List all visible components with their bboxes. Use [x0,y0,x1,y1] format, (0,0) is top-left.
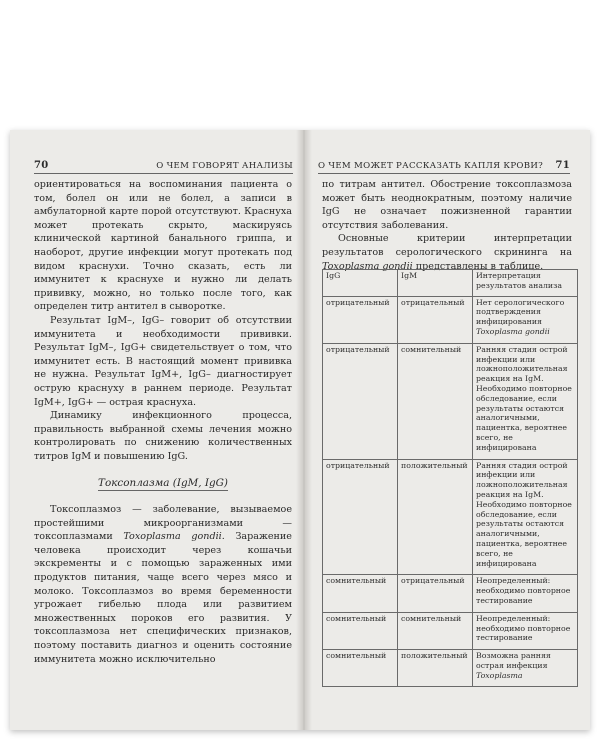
right-running-head-title: О ЧЕМ МОЖЕТ РАССКАЗАТЬ КАПЛЯ КРОВИ? [318,161,544,171]
left-running-head [34,157,293,174]
cell-igm: сомнительный [398,612,473,649]
left-page [10,130,297,730]
paragraph: ориентироваться на воспоминания пациента о том, болел он или не болел, а записи в амбулаторной карте порой отсутствуют. Краснуха может протекать скрыто, маскируясь клинической картиной банального гриппа, и наоборот, другие инфекции могут протекать под видом краснухи. Точно сказать, есть ли иммунитет к краснухе и нужно ли делать прививку, можно, но только после того, как определен титр антител в сыворотке. [34,179,292,313]
cell-igm: отрицательный [398,575,473,612]
cell-igg: сомнительный [323,575,398,612]
table-row [323,459,578,575]
section-title-text: Токсоплазма (IgM, IgG) [98,477,228,490]
cell-interpretation: Неопределенный: необходимо повторное тестирование [473,612,578,649]
cell-igg: отрицательный [323,296,398,343]
cell-interpretation: Нет серологического подтверждения инфицирования Toxoplasma gondii [473,296,578,343]
cell-igm: положительный [398,459,473,575]
cell-interpretation: Ранняя стадия острой инфекции или ложноположительная реакция на IgM. Необходимо повторное обследование, если результаты остаются аналогичными, пациентка, вероятнее всего, не инфицирована [473,459,578,575]
right-page-number: 71 [555,160,570,171]
table-row [323,296,578,343]
cell-interpretation: Возможна ранняя острая инфекция Toxoplasma [473,650,578,687]
left-body-text [34,178,292,666]
book-gutter [296,130,312,730]
paragraph: Динамику инфекционного процесса, правильность выбранной схемы лечения можно контролировать по снижению количественных титров IgM и повышению IgG. [34,410,292,462]
table-row [323,343,578,459]
paragraph-toxoplasmosis: Токсоплазмоз — заболевание, вызываемое простейшими микроорганизмами — токсоплазмами Toxoplasma gondii. Заражение человека происходит через кошачьи экскременты и с помощью зараженных ими продуктов питания, чаще всего через мясо и молоко. Токсоплазмоз во время беременности угрожает гибелью плода или развитием множественных пороков его развития. У токсоплазмоза нет специфических признаков, поэтому поставить диагноз и оценить состояние иммунитета можно исключительно [34,504,292,665]
right-running-head [318,157,570,174]
table-header-interpretation: Интерпретация результатов анализа [473,270,578,297]
cell-igg: отрицательный [323,343,398,459]
interpretation-table [322,269,578,687]
cell-igg: сомнительный [323,650,398,687]
right-body-text [322,178,572,273]
table-header-igg: IgG [323,270,398,297]
left-running-head-title: О ЧЕМ ГОВОРЯТ АНАЛИЗЫ [156,161,293,171]
table-row [323,575,578,612]
cell-igm: отрицательный [398,296,473,343]
table-row [323,612,578,649]
cell-interpretation: Ранняя стадия острой инфекции или ложноположительная реакция на IgM. Необходимо повторное обследование, если результаты остаются аналогичными, пациентка, вероятнее всего, не инфицирована [473,343,578,459]
cell-igm: сомнительный [398,343,473,459]
table-header-row [323,270,578,297]
table-row [323,650,578,687]
book-spread [10,130,590,730]
right-page [312,130,590,730]
cell-igm: положительный [398,650,473,687]
cell-igg: отрицательный [323,459,398,575]
cell-igg: сомнительный [323,612,398,649]
paragraph: Результат IgM–, IgG– говорит об отсутствии иммунитета и необходимости прививки. Результат IgM–, IgG+ свидетельствует о том, что иммунитет есть. В настоящий момент прививка не нужна. Результат IgM+, IgG– диагностирует острую краснуху в раннем периоде. Результат IgM+, IgG+ — острая краснуха. [34,314,292,408]
paragraph: по титрам антител. Обострение токсоплазмоза может быть неоднократным, поэтому наличие IgG не означает пожизненной гарантии отсутствия заболевания. [322,179,572,231]
section-title [34,477,292,491]
paragraph: Основные критерии интерпретации результатов серологического скрининга на Toxoplasma gondii представлены в таблице. [322,233,572,272]
left-page-number: 70 [34,160,49,171]
cell-interpretation: Неопределенный: необходимо повторное тестирование [473,575,578,612]
table-header-igm: IgM [398,270,473,297]
